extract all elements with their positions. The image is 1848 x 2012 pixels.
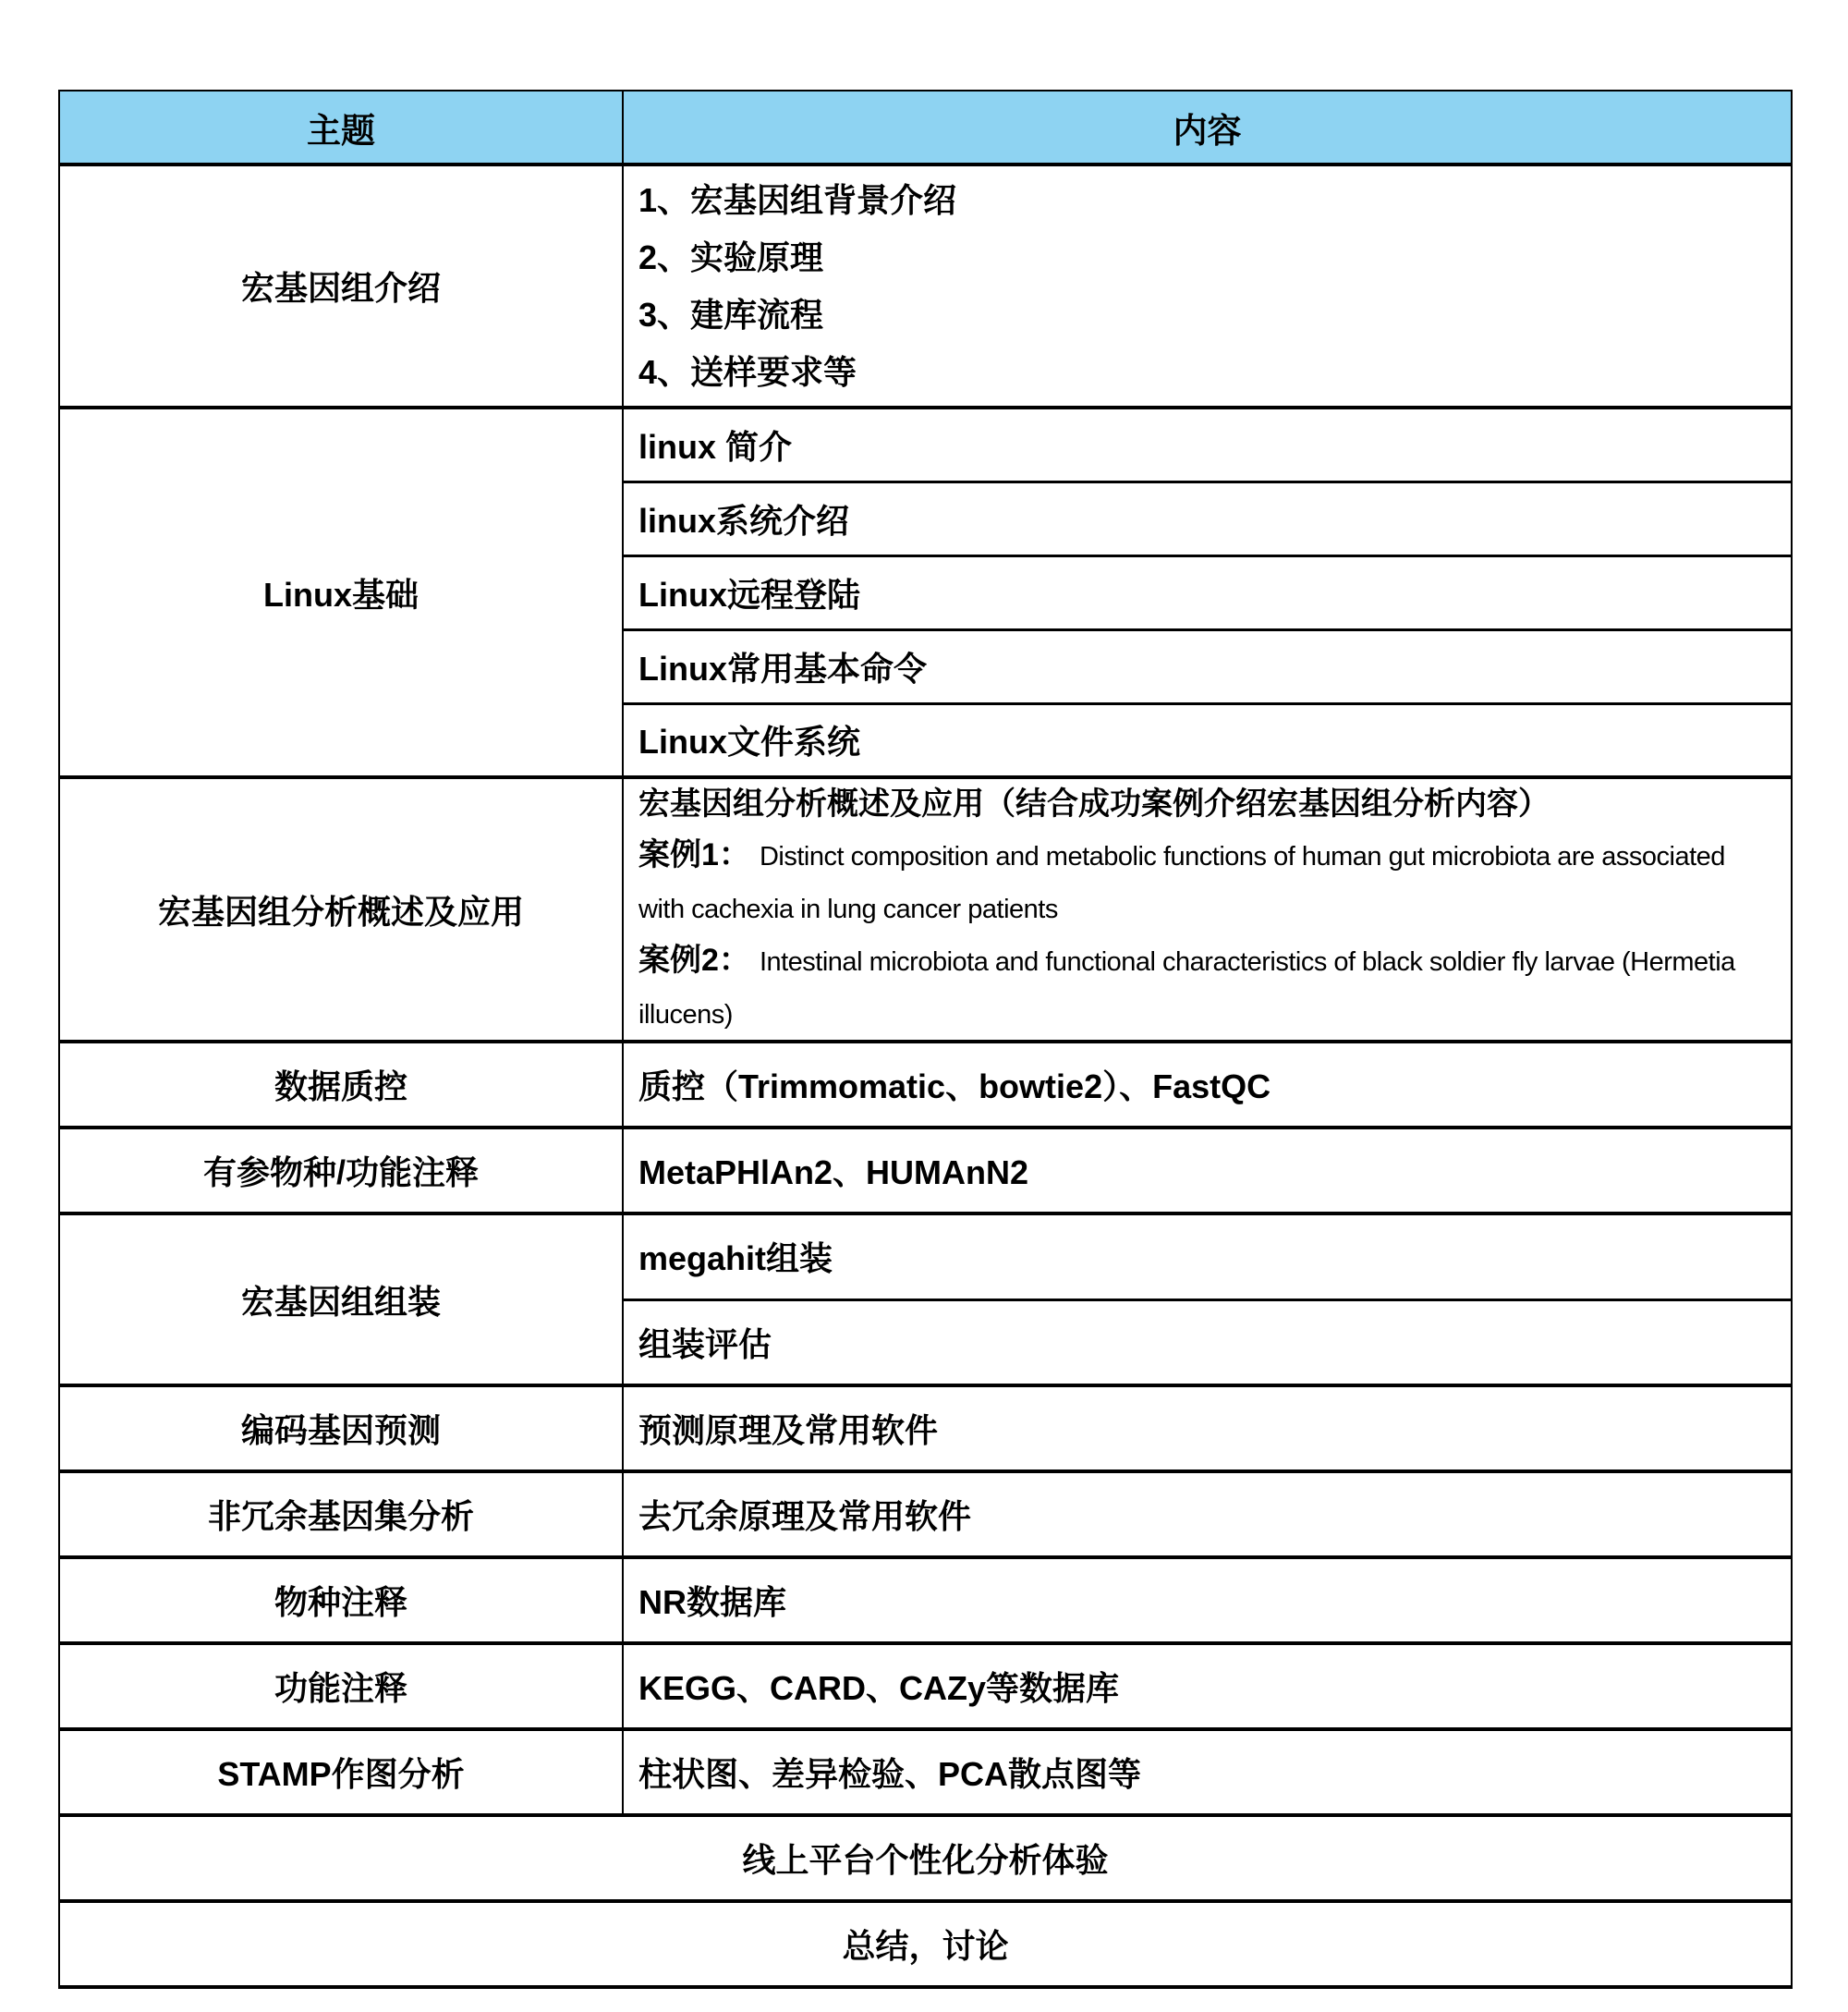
topic-cell-linux-basics: Linux基础 (59, 408, 623, 777)
row-stamp-plotting (59, 1729, 1792, 1815)
content-cell-linux-remote-login: Linux远程登陆 (623, 555, 1792, 629)
row-summary-discussion (59, 1901, 1792, 1987)
content-cell-gene-prediction: 预测原理及常用软件 (623, 1385, 1792, 1471)
content-cell-linux-system: linux系统介绍 (623, 482, 1792, 555)
header-row (59, 91, 1792, 165)
overview-summary-line: 宏基因组分析概述及应用（结合成功案例介绍宏基因组分析内容） (638, 787, 1550, 822)
header-topic-cell: 主题 (59, 91, 623, 165)
topic-cell-function-annotation: 功能注释 (59, 1643, 623, 1729)
content-cell-taxonomy-annotation: NR数据库 (623, 1557, 1792, 1643)
topic-cell-gene-prediction: 编码基因预测 (59, 1385, 623, 1471)
intro-item-3: 3、建库流程 (638, 295, 824, 334)
row-online-platform (59, 1815, 1792, 1901)
case2-text: Intestinal microbiota and functional characteristics of black soldier fly larvae (Hermetia illucens) (638, 947, 1735, 1030)
content-cell-ref-annotation: MetaPHlAn2、HUMAnN2 (623, 1128, 1792, 1213)
content-cell-assembly-evaluation: 组装评估 (623, 1299, 1792, 1385)
topic-cell-stamp-plotting: STAMP作图分析 (59, 1729, 623, 1815)
header-content-cell: 内容 (623, 91, 1792, 165)
overview-text-block (638, 779, 1776, 1040)
full-cell-summary-discussion: 总结，讨论 (59, 1901, 1792, 1987)
content-cell-data-qc: 质控（Trimmomatic、bowtie2）、FastQC (623, 1042, 1792, 1128)
case2-label: 案例2： (638, 943, 750, 978)
row-taxonomy-annotation (59, 1557, 1792, 1643)
intro-item-4: 4、送样要求等 (638, 352, 857, 391)
content-cell-megahit: megahit组装 (623, 1213, 1792, 1299)
content-cell-nonredundant-geneset: 去冗余原理及常用软件 (623, 1471, 1792, 1557)
row-metagenome-intro (59, 165, 1792, 408)
topic-cell-metagenome-intro: 宏基因组介绍 (59, 165, 623, 408)
overview-case1 (638, 829, 1776, 934)
topic-cell-analysis-overview: 宏基因组分析概述及应用 (59, 777, 623, 1042)
content-cell-metagenome-intro (623, 165, 1792, 408)
content-cell-analysis-overview (623, 777, 1792, 1042)
content-cell-function-annotation: KEGG、CARD、CAZy等数据库 (623, 1643, 1792, 1729)
row-linux-1 (59, 408, 1792, 482)
row-nonredundant-geneset (59, 1471, 1792, 1557)
topic-cell-ref-annotation: 有参物种/功能注释 (59, 1128, 623, 1213)
row-data-qc (59, 1042, 1792, 1128)
topic-cell-nonredundant-geneset: 非冗余基因集分析 (59, 1471, 623, 1557)
row-analysis-overview (59, 777, 1792, 1042)
overview-case2 (638, 934, 1776, 1040)
course-syllabus-table (58, 90, 1793, 1989)
content-cell-linux-filesystem: Linux文件系统 (623, 703, 1792, 777)
topic-cell-assembly: 宏基因组组装 (59, 1213, 623, 1385)
row-gene-prediction (59, 1385, 1792, 1471)
content-cell-stamp-plotting: 柱状图、差异检验、PCA散点图等 (623, 1729, 1792, 1815)
intro-item-list (638, 172, 1776, 401)
topic-cell-taxonomy-annotation: 物种注释 (59, 1557, 623, 1643)
content-cell-linux-commands: Linux常用基本命令 (623, 629, 1792, 703)
intro-item-2: 2、实验原理 (638, 238, 824, 276)
content-cell-linux-intro: linux 简介 (623, 408, 1792, 482)
row-assembly-1 (59, 1213, 1792, 1299)
topic-cell-data-qc: 数据质控 (59, 1042, 623, 1128)
case1-text: Distinct composition and metabolic functions of human gut microbiota are associated with cachexia in lung cancer patients (638, 842, 1725, 924)
case1-label: 案例1： (638, 837, 750, 872)
row-function-annotation (59, 1643, 1792, 1729)
intro-item-1: 1、宏基因组背景介绍 (638, 180, 957, 219)
full-cell-online-platform: 线上平台个性化分析体验 (59, 1815, 1792, 1901)
row-ref-annotation (59, 1128, 1792, 1213)
